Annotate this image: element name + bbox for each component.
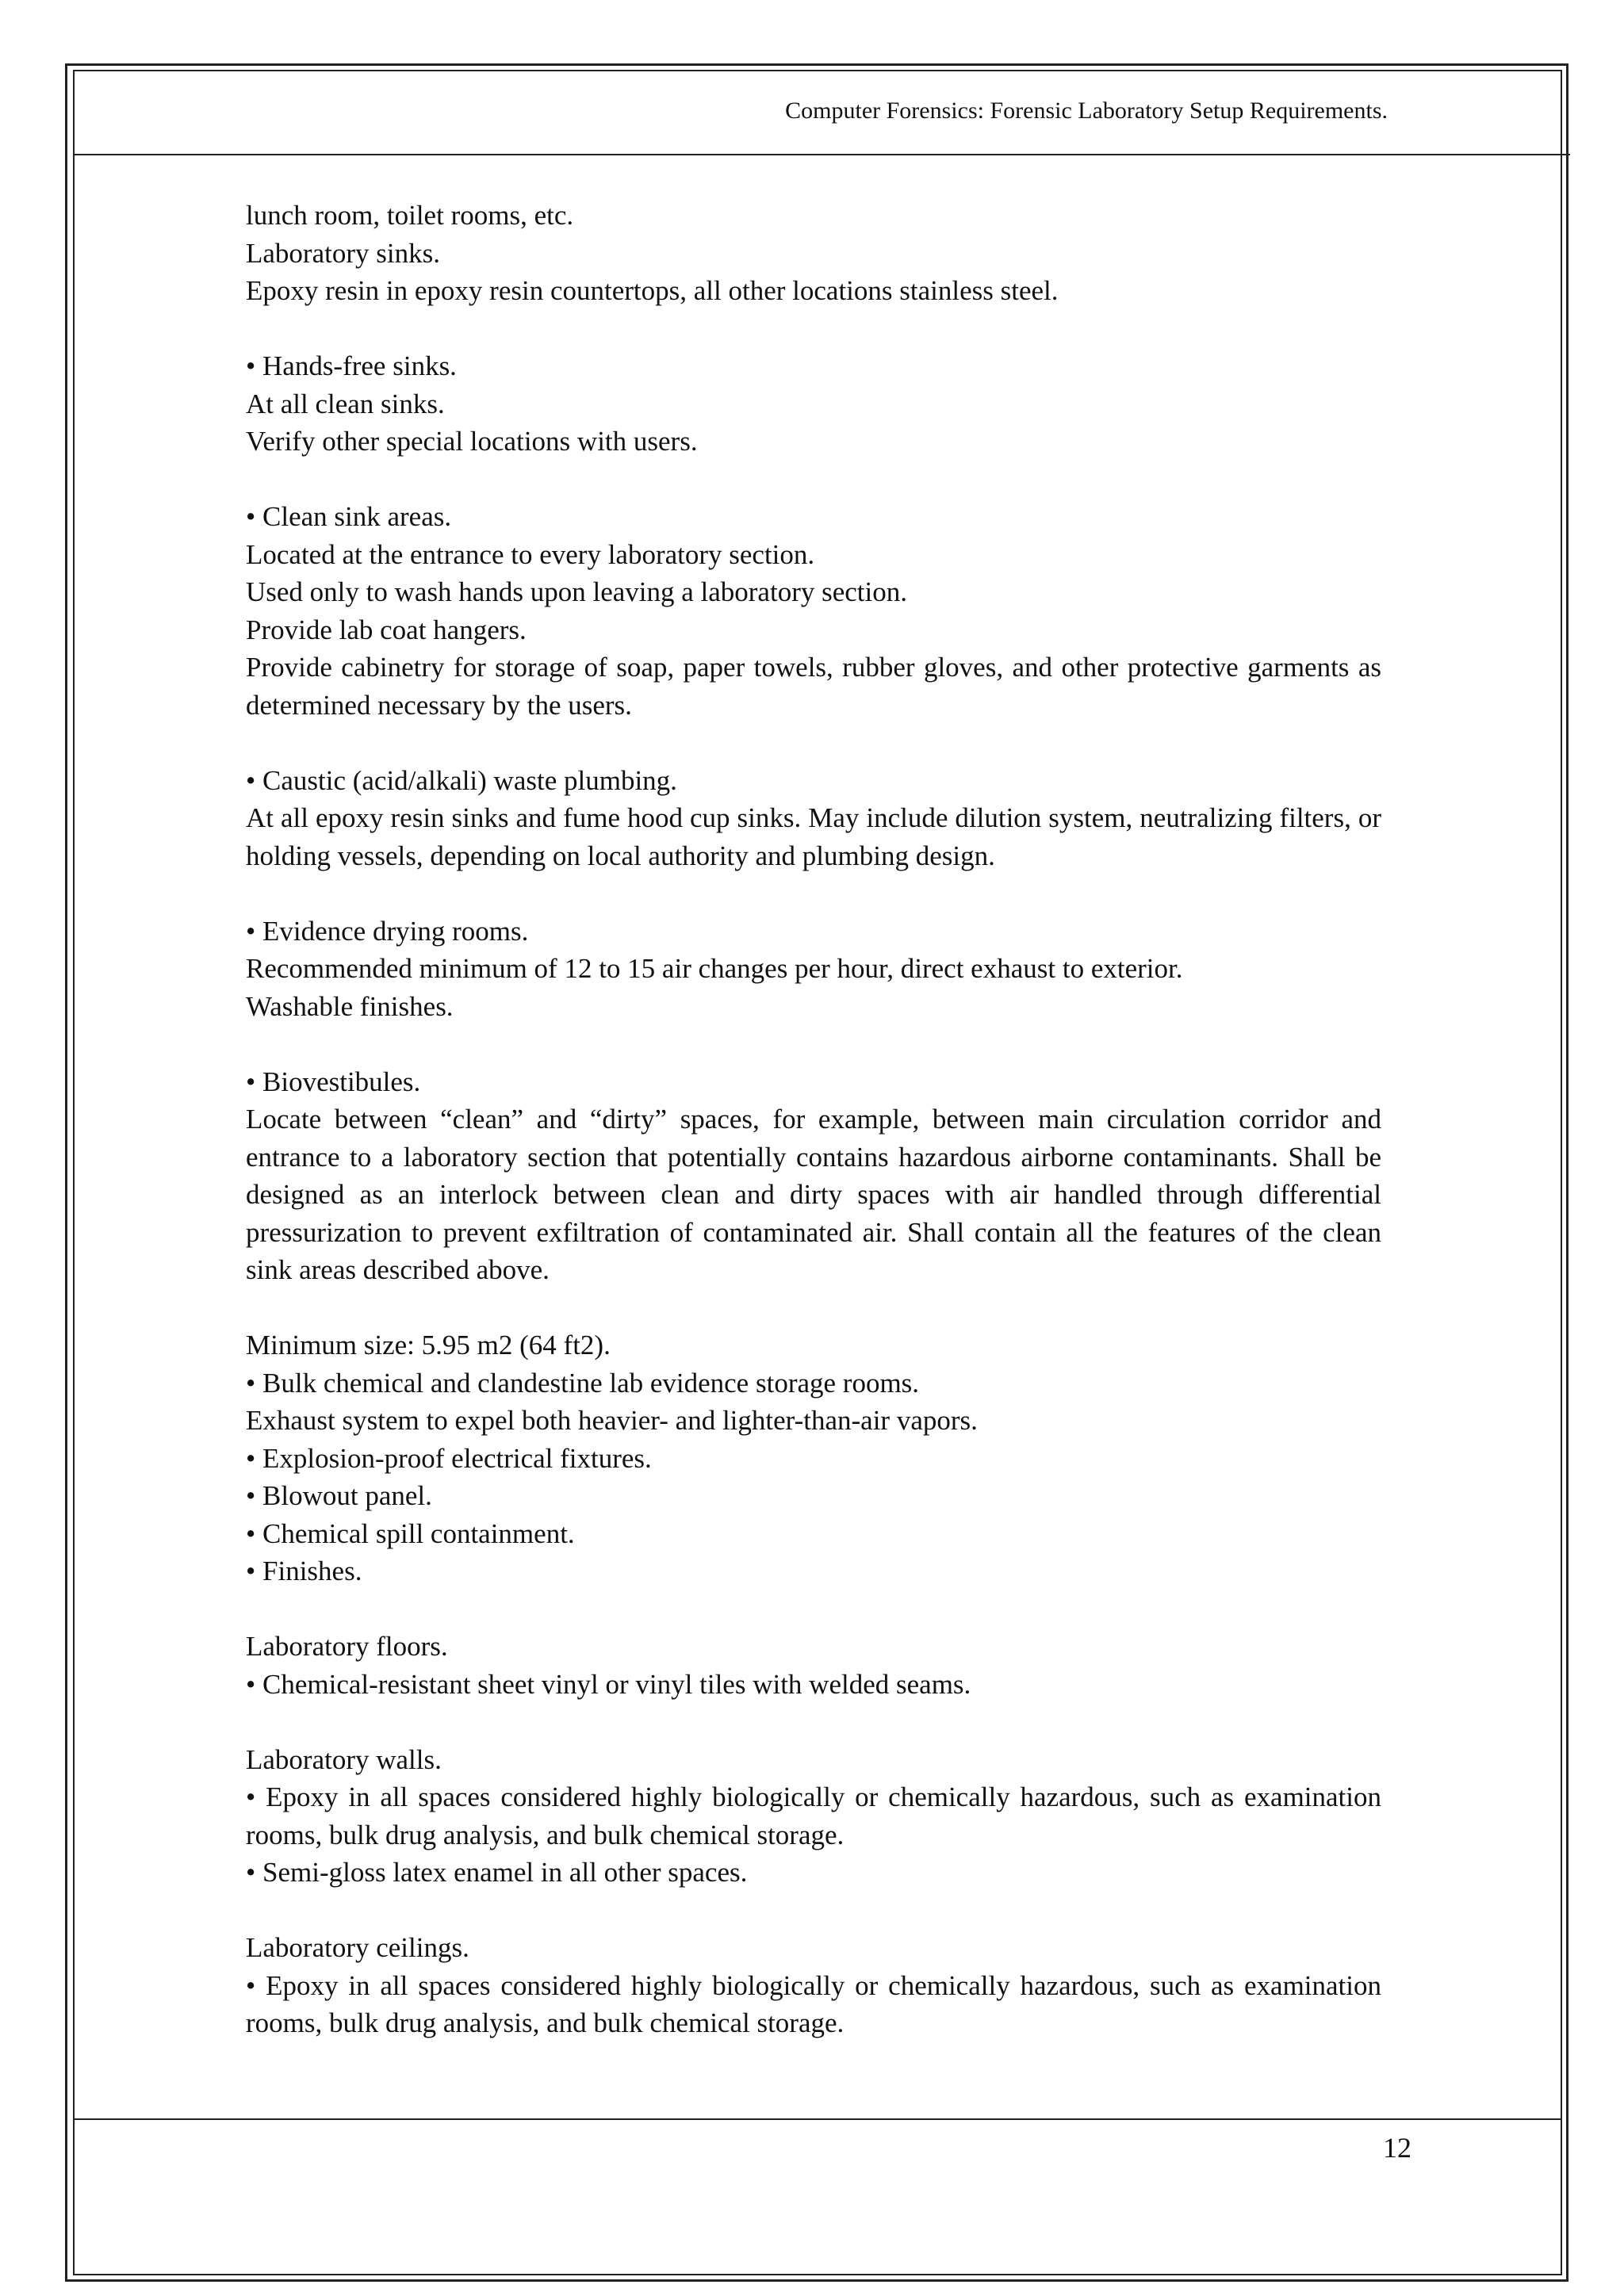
paragraph-gap [246, 1025, 1381, 1063]
section-heading: Laboratory walls. [246, 1743, 442, 1775]
body-line: lunch room, toilet rooms, etc. [246, 200, 574, 231]
bullet-heading: • Clean sink areas. [246, 501, 452, 532]
body-line: Exhaust system to expel both heavier- and lighter-than-air vapors. [246, 1405, 978, 1436]
body-line: Recommended minimum of 12 to 15 air changes per hour, direct exhaust to exterior. [246, 953, 1183, 984]
footer-rule [73, 2118, 1562, 2120]
header-rule [73, 154, 1570, 155]
bullet-item: • Epoxy in all spaces considered highly biologically or chemically hazardous, such as examination rooms, bulk drug analysis, and bulk chemical storage. [246, 1969, 1381, 2038]
paragraph-gap [246, 1892, 1381, 1930]
body-line: Laboratory sinks. [246, 237, 440, 269]
bullet-heading: • Biovestibules. [246, 1066, 421, 1097]
bullet-item: • Epoxy in all spaces considered highly biologically or chemically hazardous, such as examination rooms, bulk drug analysis, and bulk chemical storage. [246, 1781, 1381, 1850]
paragraph-gap [246, 1590, 1381, 1628]
body-line: Washable finishes. [246, 990, 454, 1022]
paragraph-gap [246, 461, 1381, 499]
page-number: 12 [1383, 2132, 1411, 2164]
bullet-heading: • Hands-free sinks. [246, 350, 457, 381]
body-line: Located at the entrance to every laboratory section. [246, 538, 815, 570]
body-line: Epoxy resin in epoxy resin countertops, all other locations stainless steel. [246, 275, 1059, 306]
bullet-item: • Finishes. [246, 1556, 362, 1586]
running-header: Computer Forensics: Forensic Laboratory Setup Requirements. [785, 98, 1388, 124]
body-line: Provide lab coat hangers. [246, 614, 527, 645]
bullet-item: • Chemical spill containment. [246, 1517, 575, 1549]
section-heading: Laboratory floors. [246, 1631, 448, 1662]
bullet-item: • Blowout panel. [246, 1480, 432, 1511]
paragraph-gap [246, 1289, 1381, 1327]
body-paragraph: At all epoxy resin sinks and fume hood cup sinks. May include dilution system, neutralizing filters, or holding vessels, depending on local authority and plumbing design. [246, 802, 1381, 871]
document-body [246, 197, 1381, 2042]
paragraph-gap [246, 724, 1381, 762]
bullet-heading: • Bulk chemical and clandestine lab evidence storage rooms. [246, 1367, 920, 1399]
bullet-item: • Chemical-resistant sheet vinyl or vinyl tiles with welded seams. [246, 1668, 971, 1700]
body-paragraph: Provide cabinetry for storage of soap, paper towels, rubber gloves, and other protective garments as determined necessary by the users. [246, 652, 1381, 721]
body-paragraph: Locate between “clean” and “dirty” spaces, for example, between main circulation corridor and entrance to a laboratory section that potentially contains hazardous airborne contaminants. Shall be designed as an interlock between clean and dirty spaces with air handled through differential pressurization to prevent exfiltration of contaminated air. Shall contain all the features of the clean sink areas described above. [246, 1104, 1381, 1285]
bullet-heading: • Evidence drying rooms. [246, 915, 529, 947]
bullet-item: • Explosion-proof electrical fixtures. [246, 1442, 652, 1474]
body-line: Minimum size: 5.95 m2 (64 ft2). [246, 1330, 611, 1360]
paragraph-gap [246, 874, 1381, 913]
paragraph-gap [246, 310, 1381, 348]
body-line: At all clean sinks. [246, 388, 445, 419]
body-line: Used only to wash hands upon leaving a laboratory section. [246, 576, 907, 607]
bullet-heading: • Caustic (acid/alkali) waste plumbing. [246, 764, 677, 796]
body-line: Verify other special locations with users. [246, 426, 698, 457]
bullet-item: • Semi-gloss latex enamel in all other spaces. [246, 1857, 748, 1888]
section-heading: Laboratory ceilings. [246, 1932, 469, 1963]
paragraph-gap [246, 1703, 1381, 1741]
